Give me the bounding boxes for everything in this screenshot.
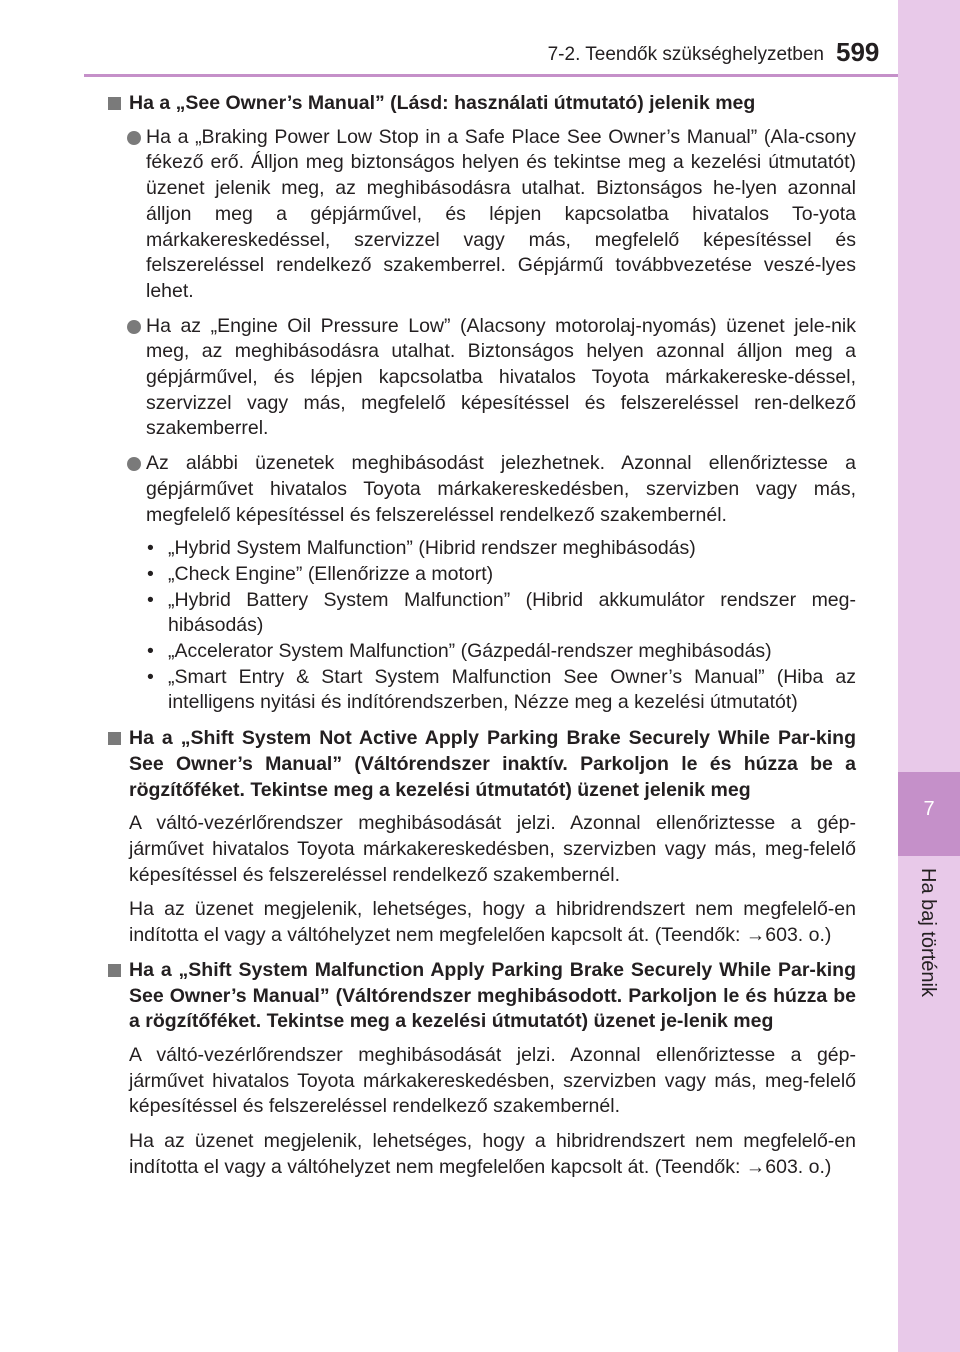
- dot-bullet-icon: •: [147, 537, 154, 560]
- section-heading-text: Ha a „Shift System Malfunction Apply Parking Brake Securely While Par-king See Owner’s Manual” (Váltórendszer meghibásodott. Parkoljon le és húzza be a rögzítőféket. Tekintse meg a kezelési útmutatót) üzenet je-lenik meg: [129, 958, 856, 1033]
- paragraph: A váltó-vezérlőrendszer meghibásodását jelzi. Azonnal ellenőriztesse a gép-járművet hivatalos Toyota márkakereskedésben, szervizben vagy más, meg-felelő képesítéssel és felszereléssel rendelkező szakembernél.: [129, 1043, 856, 1118]
- list-item: [108, 665, 856, 716]
- list-item-text: „Hybrid Battery System Malfunction” (Hibrid akkumulátor rendszer meg-hibásodás): [168, 588, 856, 637]
- dot-bullet-icon: •: [147, 640, 154, 663]
- square-bullet-icon: [108, 97, 121, 110]
- section-heading: [108, 958, 856, 1035]
- section-heading: [108, 91, 856, 117]
- list-item: [108, 562, 856, 588]
- chapter-number: 7: [923, 798, 935, 820]
- paragraph: A váltó-vezérlőrendszer meghibásodását jelzi. Azonnal ellenőriztesse a gép-járművet hivatalos Toyota márkakereskedésben, szervizben vagy más, meg-felelő képesítéssel és felszereléssel rendelkező szakembernél.: [129, 812, 856, 886]
- chapter-title: Ha baj történik: [917, 868, 939, 997]
- list-item: [108, 536, 856, 562]
- message-list: [108, 536, 856, 716]
- square-bullet-icon: [108, 732, 121, 745]
- dot-bullet-icon: •: [147, 588, 154, 611]
- dot-bullet-icon: •: [147, 562, 154, 585]
- bullet-paragraph: [108, 125, 856, 305]
- circle-bullet-icon: [127, 320, 141, 334]
- circle-bullet-icon: [127, 131, 141, 145]
- main-content: [108, 91, 856, 1189]
- paragraph: Ha az üzenet megjelenik, lehetséges, hogy a hibridrendszert nem megfelelő-en indította el vagy a váltóhelyzet nem megfelelően kapcsolt át. (Teendők: →603. o.): [129, 1130, 856, 1178]
- section-heading: [108, 726, 856, 803]
- list-item-text: „Hybrid System Malfunction” (Hibrid rendszer meghibásodás): [168, 537, 696, 560]
- header-divider: [84, 74, 898, 77]
- dot-bullet-icon: •: [147, 665, 154, 688]
- square-bullet-icon: [108, 964, 121, 977]
- section-heading-text: Ha a „Shift System Not Active Apply Parking Brake Securely While Par-king See Owner’s Manual” (Váltórendszer inaktív. Parkoljon le és húzza be a rögzítőféket. Tekintse meg a kezelési útmutatót) üzenet jelenik meg: [129, 727, 856, 801]
- bullet-text: Az alábbi üzenetek meghibásodást jelezhetnek. Azonnal ellenőriztesse a gépjárművet hivatalos Toyota márkakereskedésben, szervizben vagy más, megfelelő képesítéssel és felszereléssel rendelkező szakembernél.: [146, 452, 856, 526]
- list-item-text: „Smart Entry & Start System Malfunction See Owner’s Manual” (Hiba az intelligens nyitási és indítórendszerben, Nézze meg a kezelési útmutatót): [168, 665, 856, 714]
- bullet-text: Ha a „Braking Power Low Stop in a Safe Place See Owner’s Manual” (Ala-csony fékező erő. Álljon meg biztonságos helyen és tekintse meg a kezelési útmutatót) üzenet jelenik meg, az meghibásodásra utalhat. Biztonságos he-lyen azonnal álljon meg a gépjárművel, és lépjen kapcsolatba hivatalos To-yota márkakereskedéssel, szervizzel vagy más, megfelelő képesítéssel és felszereléssel rendelkező szakemberrel. Gépjármű továbbvezetése veszé-lyes lehet.: [146, 125, 856, 302]
- list-item-text: „Check Engine” (Ellenőrizze a motort): [168, 562, 494, 585]
- list-item-text: „Accelerator System Malfunction” (Gázpedál-rendszer meghibásodás): [168, 640, 772, 663]
- chapter-sidebar: [898, 0, 960, 1352]
- list-item: [108, 639, 856, 665]
- bullet-paragraph: [108, 451, 856, 528]
- list-item: [108, 588, 856, 639]
- circle-bullet-icon: [127, 457, 141, 471]
- section-title: 7-2. Teendők szükséghelyzetben: [547, 44, 824, 65]
- bullet-paragraph: [108, 314, 856, 443]
- bullet-text: Ha az „Engine Oil Pressure Low” (Alacsony motorolaj-nyomás) üzenet jele-nik meg, az meghibásodásra utalhat. Biztonságos helyen azonnal álljon meg a gépjárművel, és lépjen kapcsolatba hivatalos Toyota márkakereske-déssel, szervizzel vagy más, megfelelő képesítéssel és felszereléssel ren-delkező szakemberrel.: [146, 314, 856, 440]
- page-number: 599: [836, 37, 880, 67]
- paragraph: Ha az üzenet megjelenik, lehetséges, hogy a hibridrendszert nem megfelelő-en indította el vagy a váltóhelyzet nem megfelelően kapcsolt át. (Teendők: →603. o.): [129, 898, 856, 947]
- section-heading-text: Ha a „See Owner’s Manual” (Lásd: használati útmutató) jelenik meg: [129, 92, 756, 114]
